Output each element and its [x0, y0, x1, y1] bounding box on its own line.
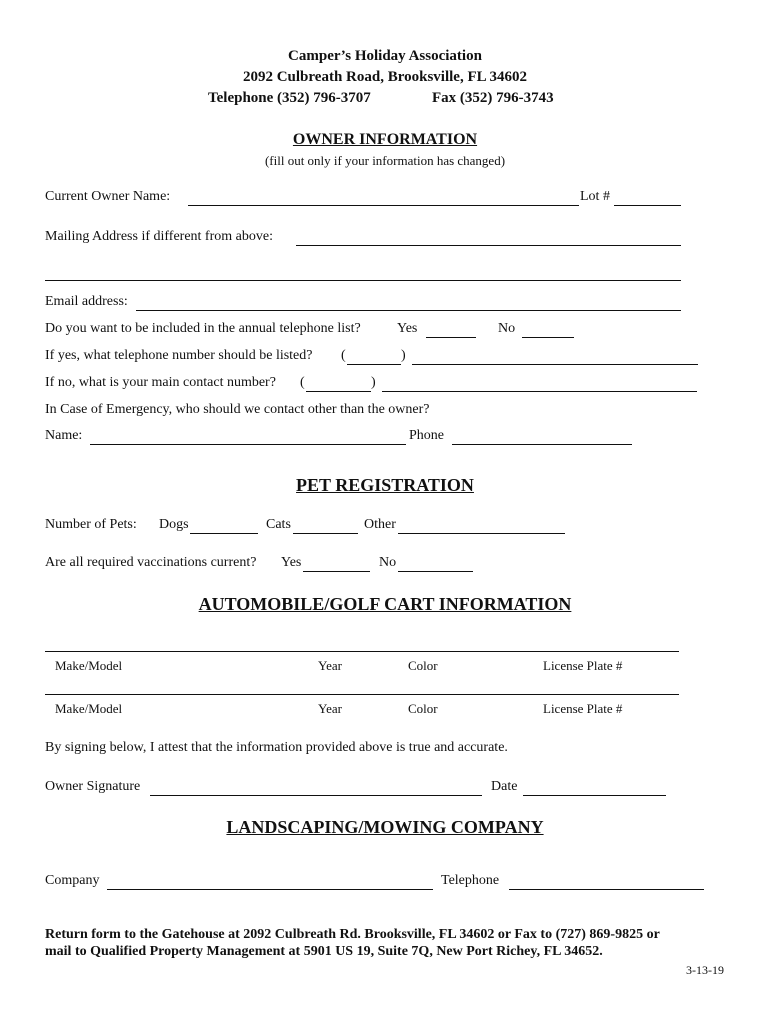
listed-area-code-field[interactable] — [347, 364, 401, 365]
mailing-address-field-2[interactable] — [45, 280, 681, 281]
company-label: Company — [45, 873, 100, 888]
vehicle-2-field[interactable] — [45, 694, 679, 695]
org-fax: Fax (352) 796-3743 — [432, 90, 554, 106]
vehicle-1-plate-label: License Plate # — [543, 658, 623, 673]
dogs-field[interactable] — [190, 533, 258, 534]
attest-statement: By signing below, I attest that the information provided above is true and accurate. — [45, 740, 508, 755]
pet-section-title: PET REGISTRATION — [296, 475, 474, 495]
main-contact-label: If no, what is your main contact number? — [45, 375, 276, 390]
other-label: Other — [364, 517, 396, 532]
lot-label: Lot # — [580, 189, 610, 204]
email-field[interactable] — [136, 310, 681, 311]
mailing-address-label: Mailing Address if different from above: — [45, 229, 273, 244]
company-telephone-field[interactable] — [509, 889, 704, 890]
current-owner-field[interactable] — [188, 205, 579, 206]
vehicle-2-make-label: Make/Model — [55, 701, 123, 716]
number-of-pets-label: Number of Pets: — [45, 517, 137, 532]
vehicle-1-year-label: Year — [318, 658, 342, 673]
vehicle-2-color-label: Color — [408, 701, 438, 716]
current-owner-label: Current Owner Name: — [45, 189, 171, 204]
vaccination-yes-field[interactable] — [303, 571, 370, 572]
emergency-question: In Case of Emergency, who should we contact other than the owner? — [45, 402, 430, 417]
lot-field[interactable] — [614, 205, 681, 206]
vehicle-2-plate-label: License Plate # — [543, 701, 623, 716]
org-telephone: Telephone (352) 796-3707 — [208, 90, 371, 106]
date-field[interactable] — [523, 795, 666, 796]
emergency-phone-field[interactable] — [452, 444, 632, 445]
cats-label: Cats — [266, 517, 291, 532]
listed-number-label: If yes, what telephone number should be listed? — [45, 348, 313, 363]
main-contact-field[interactable] — [382, 391, 697, 392]
return-instructions-line-2: mail to Qualified Property Management at 5901 US 19, Suite 7Q, New Port Richey, FL 34652. — [45, 944, 603, 959]
vaccination-no-label: No — [379, 555, 397, 570]
mailing-address-field[interactable] — [296, 245, 681, 246]
dogs-label: Dogs — [159, 517, 189, 532]
vaccination-yes-label: Yes — [281, 555, 302, 570]
org-name: Camper’s Holiday Association — [288, 48, 482, 64]
company-field[interactable] — [107, 889, 433, 890]
listed-number-field[interactable] — [412, 364, 698, 365]
landscaping-section-title: LANDSCAPING/MOWING COMPANY — [226, 817, 544, 837]
auto-section-title: AUTOMOBILE/GOLF CART INFORMATION — [198, 594, 572, 614]
vaccination-question: Are all required vaccinations current? — [45, 555, 257, 570]
phone-list-yes-label: Yes — [397, 321, 418, 336]
revision-date: 3-13-19 — [686, 963, 724, 977]
phone-list-question: Do you want to be included in the annual telephone list? — [45, 321, 361, 336]
company-telephone-label: Telephone — [441, 873, 500, 888]
phone-list-no-label: No — [498, 321, 516, 336]
listed-area-code-close: ) — [401, 348, 406, 363]
emergency-phone-label: Phone — [409, 428, 444, 443]
vehicle-1-field[interactable] — [45, 651, 679, 652]
main-area-code-open: ( — [300, 375, 305, 390]
vehicle-1-make-label: Make/Model — [55, 658, 123, 673]
org-address: 2092 Culbreath Road, Brooksville, FL 34602 — [242, 69, 528, 85]
email-label: Email address: — [45, 294, 128, 309]
phone-list-yes-field[interactable] — [426, 337, 476, 338]
owner-section-subtitle: (fill out only if your information has changed) — [264, 153, 506, 168]
owner-signature-label: Owner Signature — [45, 779, 141, 794]
emergency-name-label: Name: — [45, 428, 83, 443]
main-area-code-close: ) — [371, 375, 376, 390]
listed-area-code-open: ( — [341, 348, 346, 363]
owner-section-title: OWNER INFORMATION — [292, 131, 478, 148]
return-instructions-line-1: Return form to the Gatehouse at 2092 Culbreath Rd. Brooksville, FL 34602 or Fax to (727) 869-9825 or — [45, 927, 660, 942]
phone-list-no-field[interactable] — [522, 337, 574, 338]
vehicle-1-color-label: Color — [408, 658, 438, 673]
date-label: Date — [491, 779, 518, 794]
vehicle-2-year-label: Year — [318, 701, 342, 716]
cats-field[interactable] — [293, 533, 358, 534]
emergency-name-field[interactable] — [90, 444, 406, 445]
main-area-code-field[interactable] — [306, 391, 371, 392]
other-pets-field[interactable] — [398, 533, 565, 534]
vaccination-no-field[interactable] — [398, 571, 473, 572]
owner-signature-field[interactable] — [150, 795, 482, 796]
